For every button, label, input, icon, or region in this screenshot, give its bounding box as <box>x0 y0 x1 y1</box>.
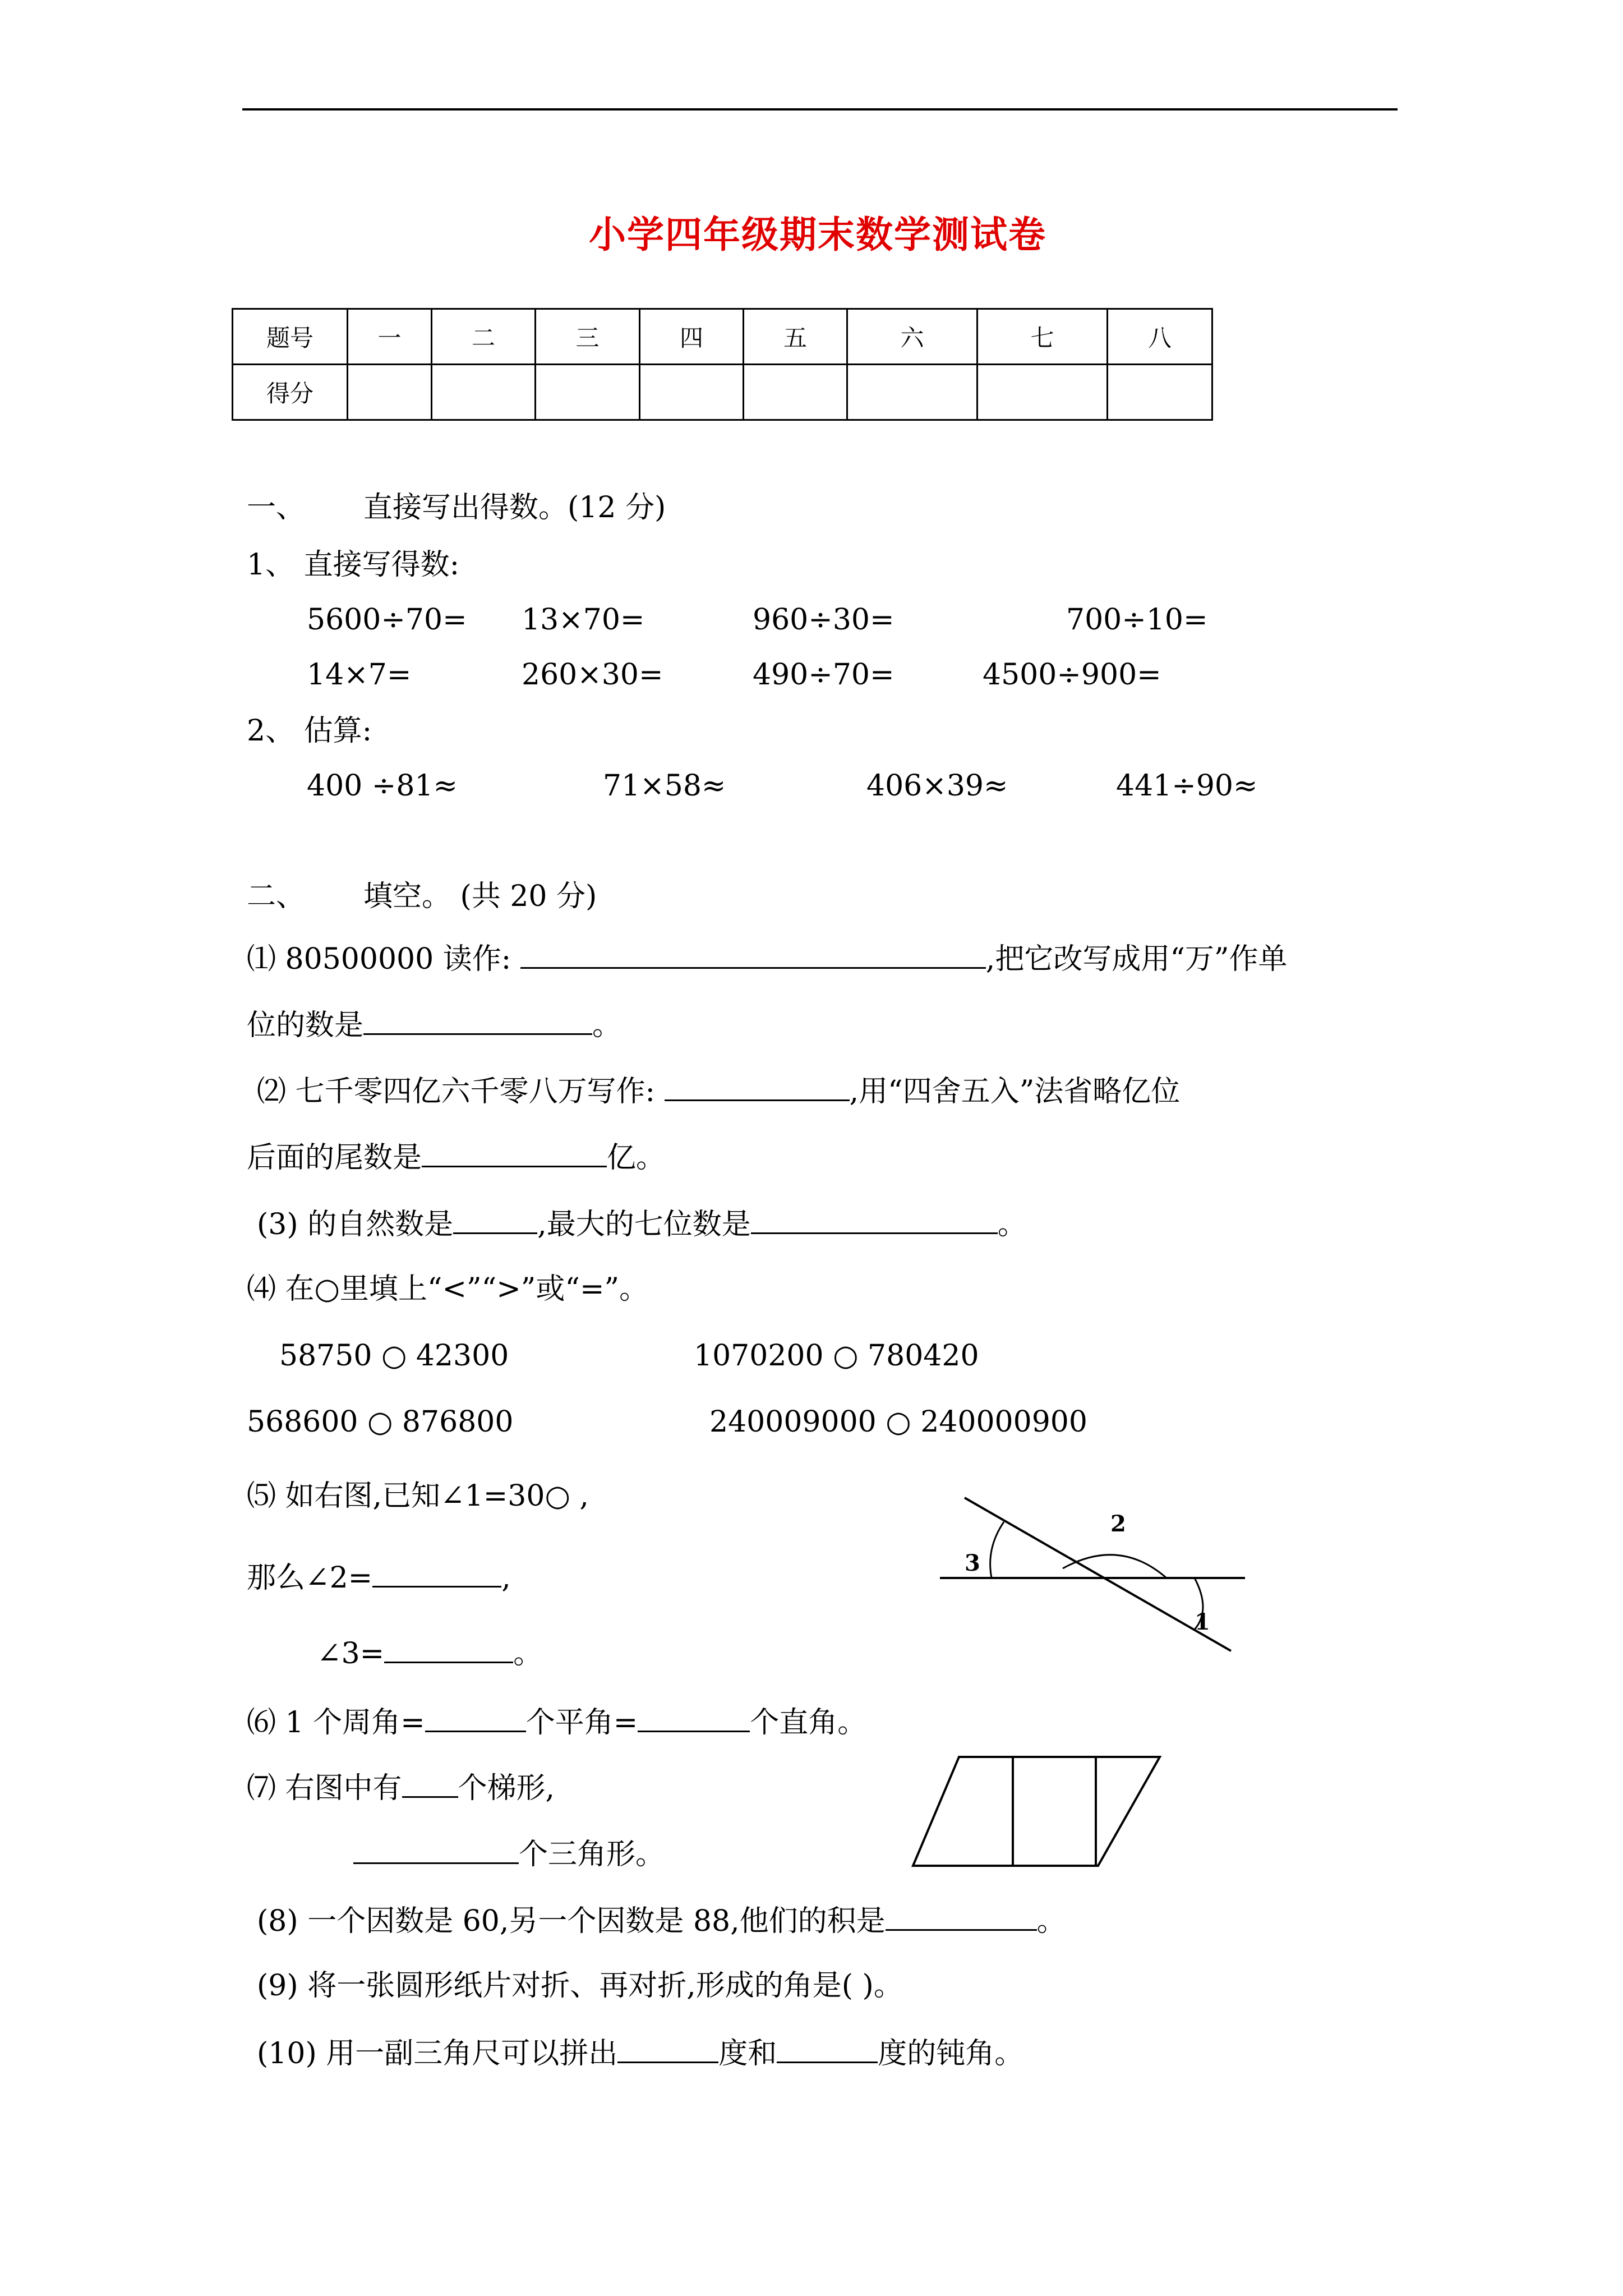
header-rule <box>242 108 1398 111</box>
question-7-cont <box>353 1833 665 1874</box>
q1-item: 5600÷70= <box>307 603 467 637</box>
q7-text-a: ⑺ 右图中有 <box>247 1772 402 1805</box>
question-2 <box>257 1070 1180 1111</box>
q7-text-c: 个三角形。 <box>519 1838 665 1871</box>
angle-figure <box>920 1470 1256 1660</box>
q2-item: 71×58≈ <box>603 769 726 803</box>
q3-text: (3) 的自然数是 <box>257 1208 454 1241</box>
q1-text-b: ,把它改写成用“万”作单 <box>985 942 1288 976</box>
answer-blank[interactable] <box>520 938 986 969</box>
score-cell[interactable] <box>744 365 847 420</box>
q3-text-c: 。 <box>997 1208 1027 1241</box>
answer-blank[interactable] <box>886 1900 1037 1931</box>
q2-text: ⑵ 七千零四亿六千零八万写作: <box>257 1075 656 1108</box>
q2-text-c: 后面的尾数是 <box>247 1141 422 1175</box>
answer-blank[interactable] <box>665 1070 850 1101</box>
question-5-angle3 <box>317 1632 542 1673</box>
question-7 <box>247 1767 555 1808</box>
q1-label: 1、 直接写得数: <box>247 548 460 582</box>
column-header: 六 <box>847 309 978 365</box>
q1-text-d: 。 <box>592 1009 622 1042</box>
question-9: (9) 将一张圆形纸片对折、再对折,形成的角是( )。 <box>257 1969 903 2003</box>
compare-item: 240009000 ○ 240000900 <box>709 1405 1087 1439</box>
q10-text-b: 度和 <box>718 2037 777 2070</box>
column-header: 二 <box>432 309 536 365</box>
answer-blank[interactable] <box>638 1701 750 1732</box>
q8-text-b: 。 <box>1036 1904 1066 1938</box>
parallelogram-figure <box>909 1750 1166 1874</box>
page-title: 小学四年级期末数学测试卷 <box>589 213 1046 256</box>
q1-item: 960÷30= <box>753 603 895 637</box>
question-1 <box>247 938 1288 979</box>
column-header: 一 <box>348 309 432 365</box>
answer-blank[interactable] <box>425 1701 526 1732</box>
compare-item: 568600 ○ 876800 <box>247 1405 514 1439</box>
section1-heading: 直接写出得数。(12 分) <box>363 491 666 524</box>
q1-item: 490÷70= <box>753 658 895 692</box>
q2-label: 2、 估算: <box>247 714 372 748</box>
figure-label-1: 1 <box>1195 1609 1210 1635</box>
q2-text-b: ,用“四舍五入”法省略亿位 <box>849 1075 1181 1108</box>
q1-item: 260×30= <box>522 658 663 692</box>
q5-text-c2: 。 <box>513 1637 543 1671</box>
score-cell[interactable] <box>536 365 640 420</box>
section1-number: 一、 <box>247 491 306 524</box>
question-4: ⑷ 在○里填上“<”“>”或“=”。 <box>247 1272 649 1306</box>
score-cell[interactable] <box>640 365 744 420</box>
answer-blank[interactable] <box>353 1833 519 1864</box>
question-5: ⑸ 如右图,已知∠1=30○ , <box>247 1479 589 1513</box>
compare-item: 1070200 ○ 780420 <box>694 1339 979 1373</box>
answer-blank[interactable] <box>777 2032 878 2063</box>
score-label-cell: 得分 <box>233 365 348 420</box>
score-table <box>232 308 1213 421</box>
q1-item: 700÷10= <box>1066 603 1208 637</box>
section2-heading: 填空。 (共 20 分) <box>363 880 597 913</box>
answer-blank[interactable] <box>751 1203 998 1234</box>
q2-text-d: 亿。 <box>607 1141 666 1175</box>
q7-text-b: 个梯形, <box>458 1772 555 1805</box>
q2-item: 441÷90≈ <box>1116 769 1258 803</box>
q1-item: 14×7= <box>307 658 412 692</box>
column-header: 八 <box>1108 309 1212 365</box>
answer-blank[interactable] <box>453 1203 537 1234</box>
figure-label-2: 2 <box>1110 1511 1126 1537</box>
question-10 <box>257 2032 1023 2073</box>
q5-text-b2: , <box>501 1561 511 1595</box>
score-cell[interactable] <box>847 365 978 420</box>
q5-text-b: 那么∠2= <box>247 1561 373 1595</box>
answer-blank[interactable] <box>372 1557 501 1588</box>
q5-text-c: ∠3= <box>317 1637 385 1671</box>
score-cell[interactable] <box>978 365 1108 420</box>
q2-item: 400 ÷81≈ <box>307 769 458 803</box>
q3-text-b: ,最大的七位数是 <box>537 1208 751 1241</box>
score-table-score-row <box>233 365 1212 420</box>
q1-text: ⑴ 80500000 读作: <box>247 942 511 976</box>
question-8 <box>257 1900 1066 1941</box>
column-header: 四 <box>640 309 744 365</box>
answer-blank[interactable] <box>384 1632 513 1663</box>
section2-number: 二、 <box>247 880 306 913</box>
score-table-header-row <box>233 309 1212 365</box>
question-5-angle2 <box>247 1557 511 1598</box>
q1-item: 13×70= <box>522 603 645 637</box>
column-header: 五 <box>744 309 847 365</box>
q8-text-a: (8) 一个因数是 60,另一个因数是 88,他们的积是 <box>257 1904 886 1938</box>
question-1-cont <box>247 1004 621 1045</box>
score-cell[interactable] <box>1108 365 1212 420</box>
column-header: 七 <box>978 309 1108 365</box>
figure-label-3: 3 <box>965 1550 980 1576</box>
question-3 <box>257 1203 1027 1244</box>
q10-text-a: (10) 用一副三角尺可以拼出 <box>257 2037 618 2070</box>
question-6 <box>247 1701 866 1742</box>
compare-item: 58750 ○ 42300 <box>279 1339 509 1373</box>
header-label-cell: 题号 <box>233 309 348 365</box>
answer-blank[interactable] <box>402 1767 458 1798</box>
answer-blank[interactable] <box>363 1004 592 1035</box>
column-header: 三 <box>536 309 640 365</box>
score-cell[interactable] <box>348 365 432 420</box>
answer-blank[interactable] <box>617 2032 718 2063</box>
answer-blank[interactable] <box>422 1137 607 1167</box>
q2-item: 406×39≈ <box>866 769 1008 803</box>
q10-text-c: 度的钝角。 <box>878 2037 1024 2070</box>
q1-text-c: 位的数是 <box>247 1009 364 1042</box>
q1-item: 4500÷900= <box>983 658 1161 692</box>
score-cell[interactable] <box>432 365 536 420</box>
q6-text-b: 个平角= <box>525 1706 638 1740</box>
q6-text-a: ⑹ 1 个周角= <box>247 1706 425 1740</box>
question-2-cont <box>247 1137 665 1177</box>
q6-text-c: 个直角。 <box>750 1706 867 1740</box>
